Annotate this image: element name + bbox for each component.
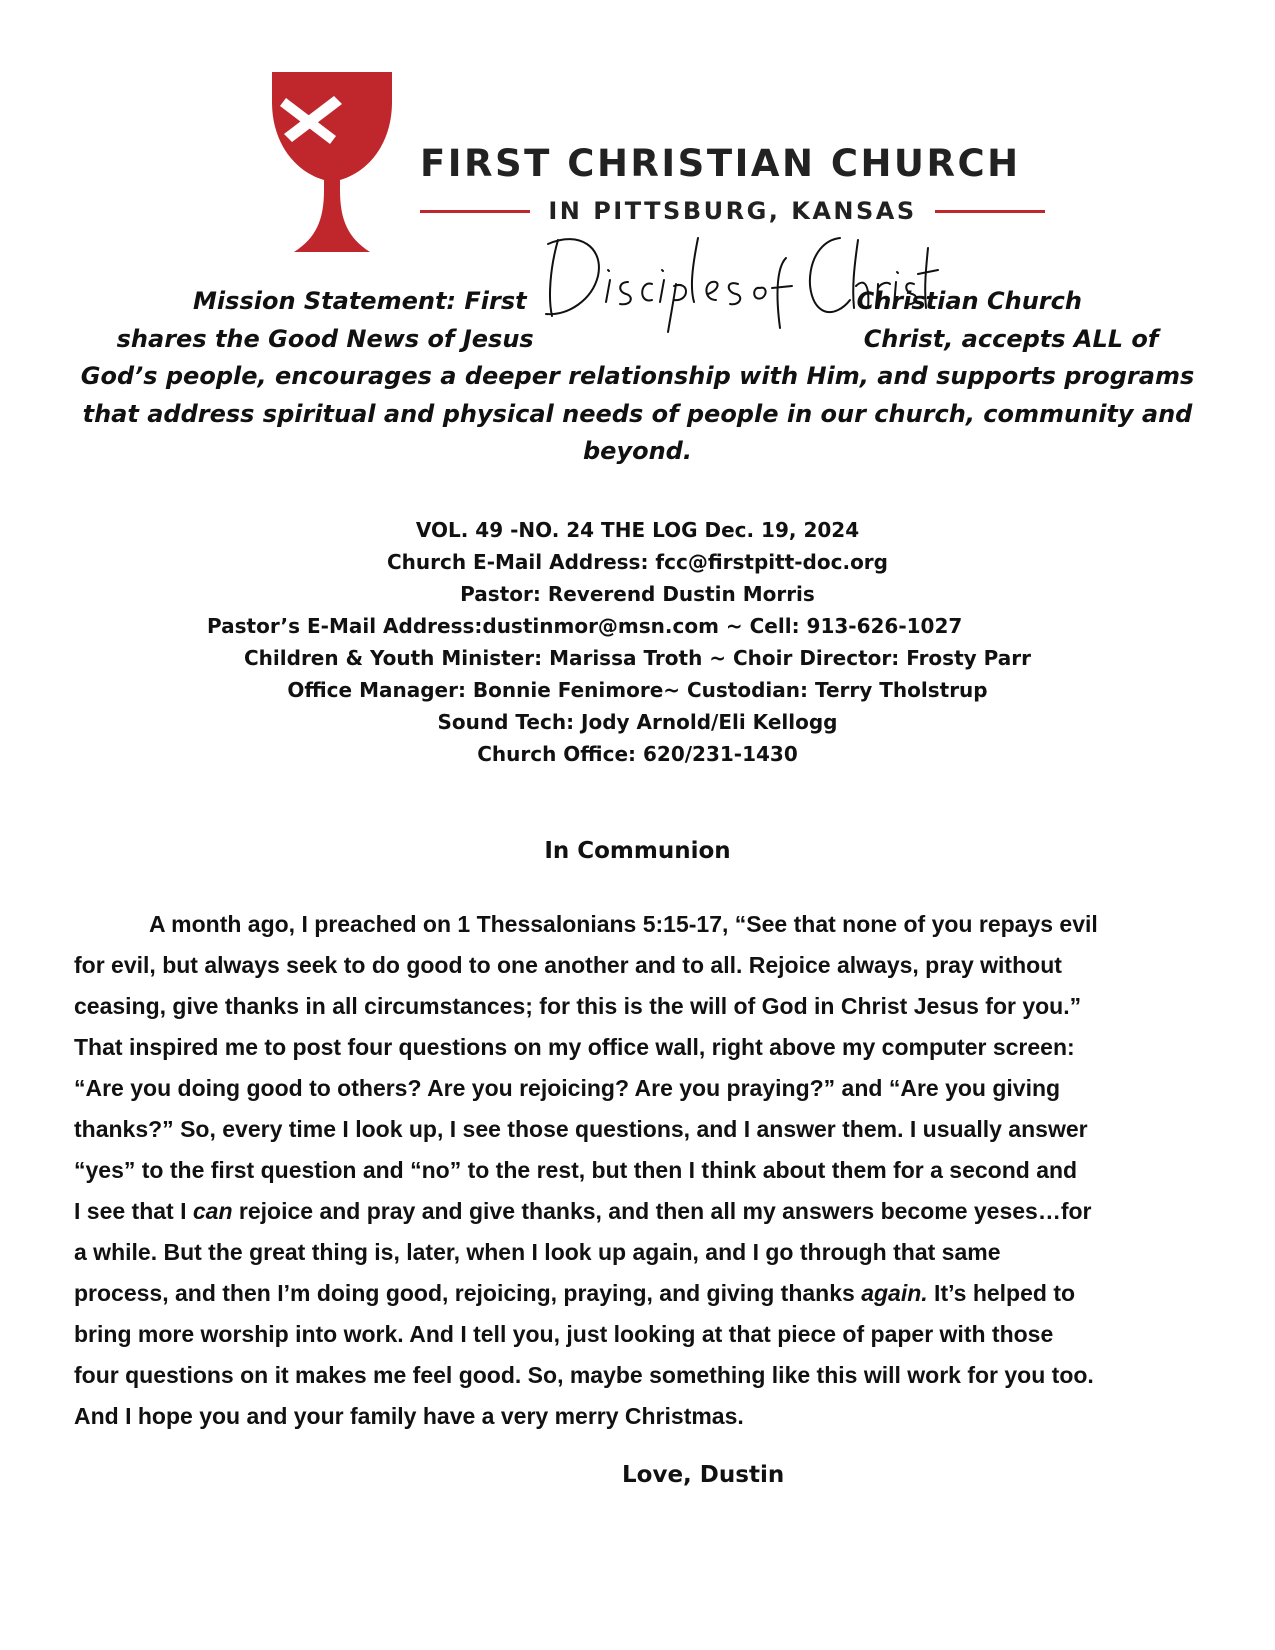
left-divider — [420, 210, 530, 213]
mission-line-1-left: Mission Statement: First — [193, 287, 527, 315]
emphasis-can: can — [192, 1198, 233, 1224]
mission-statement — [80, 283, 1195, 471]
mission-line-3: God’s people, encourages a deeper relationship with Him, and supports programs — [80, 362, 1195, 390]
office-line: Office Manager: Bonnie Fenimore~ Custodian: Terry Tholstrup — [287, 678, 988, 702]
masthead — [0, 514, 1275, 770]
mission-line-2-right: Christ, accepts ALL of — [863, 324, 1159, 353]
pastor-contact: Pastor’s E-Mail Address:dustinmor@msn.com ~ Cell: 913-626-1027 — [207, 614, 963, 638]
right-divider — [935, 210, 1045, 213]
chalice-logo — [272, 72, 402, 262]
church-name: FIRST CHRISTIAN CHURCH — [420, 142, 1021, 185]
body-line: thanks?” So, every time I look up, I see those questions, and I answer them. I usually answer — [74, 1116, 1088, 1142]
body-line: four questions on it makes me feel good. So, maybe something like this will work for you too. — [74, 1362, 1094, 1388]
body-line: for evil, but always seek to do good to one another and to all. Rejoice always, pray without — [74, 952, 1062, 978]
church-phone: Church Office: 620/231-1430 — [477, 742, 798, 766]
body-line: That inspired me to post four questions on my office wall, right above my computer screen: — [74, 1034, 1075, 1060]
body-line: “Are you doing good to others? Are you rejoicing? Are you praying?” and “Are you giving — [74, 1075, 1061, 1101]
body-line: And I hope you and your family have a very merry Christmas. — [74, 1403, 744, 1429]
article-body — [74, 904, 1204, 1437]
emphasis-again: again. — [861, 1280, 928, 1306]
mission-line-4: that address spiritual and physical needs of people in our church, community and — [82, 399, 1193, 428]
body-line: “yes” to the first question and “no” to the rest, but then I think about them for a second and — [74, 1157, 1078, 1183]
body-line: a while. But the great thing is, later, when I look up again, and I go through that same — [74, 1239, 1001, 1265]
volume-line: VOL. 49 -NO. 24 THE LOG Dec. 19, 2024 — [415, 518, 860, 542]
body-line: I see that I can rejoice and pray and give thanks, and then all my answers become yeses…for — [74, 1198, 1092, 1224]
sound-tech-line: Sound Tech: Jody Arnold/Eli Kellogg — [437, 710, 838, 734]
body-line: bring more worship into work. And I tell you, just looking at that piece of paper with those — [74, 1321, 1054, 1347]
pastor-line: Pastor: Reverend Dustin Morris — [460, 582, 815, 606]
sign-off: Love, Dustin — [622, 1462, 785, 1488]
body-line: process, and then I’m doing good, rejoicing, praying, and giving thanks again. It’s helped to — [74, 1280, 1076, 1306]
article-title: In Communion — [544, 838, 731, 864]
location-row — [420, 196, 1045, 226]
mission-line-2-left: shares the Good News of Jesus — [116, 324, 534, 353]
body-line: A month ago, I preached on 1 Thessalonians 5:15-17, “See that none of you repays evil — [149, 911, 1098, 937]
mission-line-5: beyond. — [583, 437, 692, 465]
mission-line-1-right: Christian Church — [856, 287, 1082, 315]
church-email: Church E-Mail Address: fcc@firstpitt-doc.org — [386, 550, 888, 574]
church-location: IN PITTSBURG, KANSAS — [548, 197, 917, 225]
ministers-line: Children & Youth Minister: Marissa Troth ~ Choir Director: Frosty Parr — [244, 646, 1031, 670]
body-line: ceasing, give thanks in all circumstances; for this is the will of God in Christ Jesus for you.” — [74, 993, 1082, 1019]
